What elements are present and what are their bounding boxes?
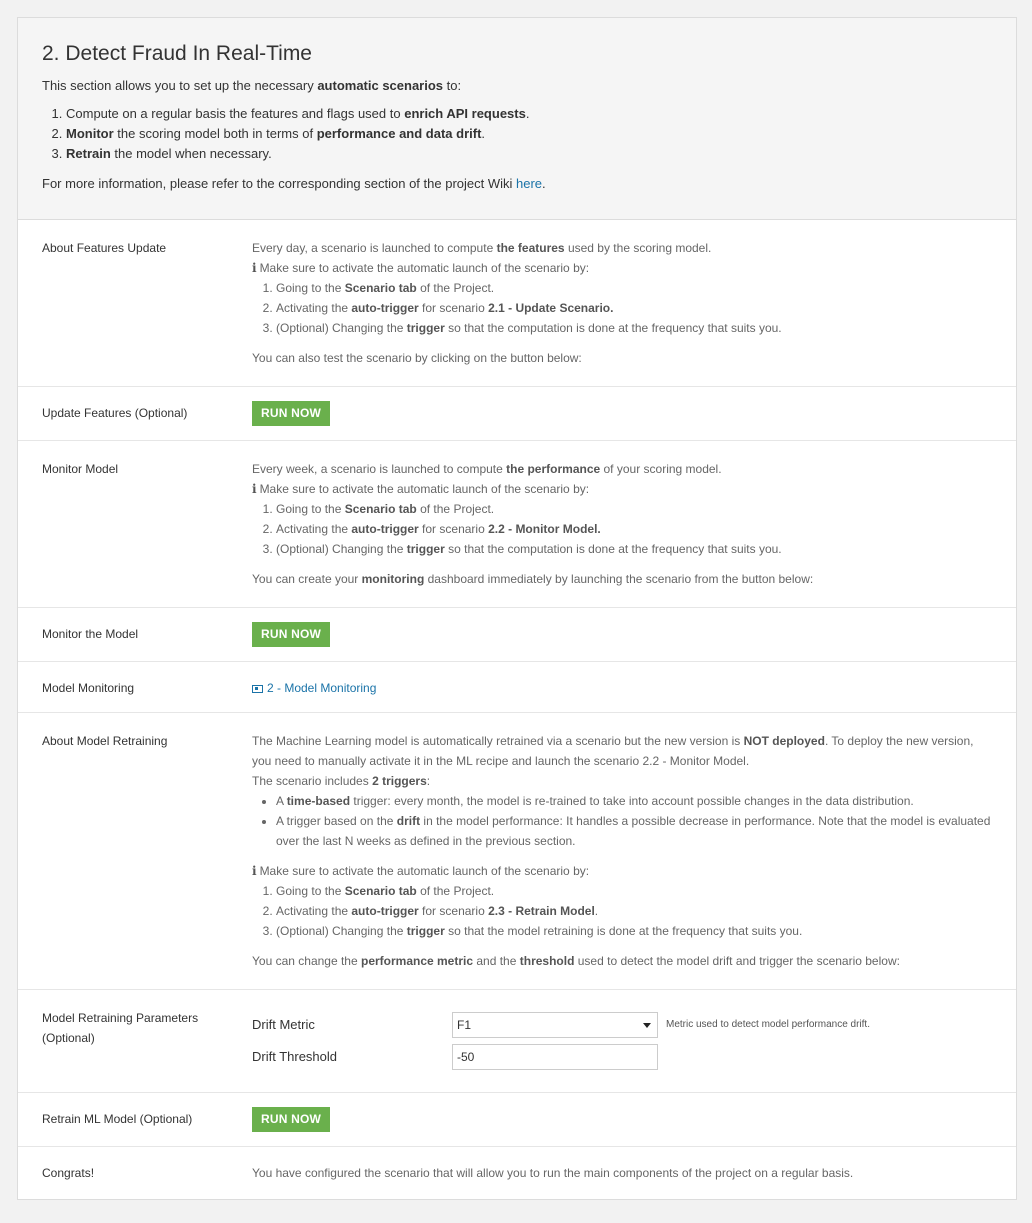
row-label: Monitor the Model bbox=[42, 627, 139, 641]
drift-threshold-input[interactable]: -50 bbox=[452, 1044, 658, 1070]
row-content: Every week, a scenario is launched to compute the performance of your scoring model. i Make sure to activate the automatic launch of the scenario by: 1. Going to the Scenario tab of the Project. 2. Activating the auto-trigger for scenario 2.2 - Monitor Model. 3. (Optional) Changing the trigger so that the computation is done at the frequency that suits you. You can create your monitoring dashboard immediately by launching the scenario from the button below: bbox=[252, 441, 1016, 607]
row-content: Every day, a scenario is launched to compute the features used by the scoring model. i Make sure to activate the automatic launch of the scenario by: 1. Going to the Scenario tab of the Project. 2. Activating the auto-trigger for scenario 2.1 - Update Scenario. 3. (Optional) Changing the trigger so that the computation is done at the frequency that suits you. You can also test the scenario by clicking on the button below: bbox=[252, 220, 1016, 386]
info-icon: i bbox=[252, 864, 257, 878]
row-about-features-update bbox=[18, 220, 1016, 387]
section-intro: This section allows you to set up the necessary automatic scenarios to: bbox=[42, 78, 462, 93]
list-item: 1. Compute on a regular basis the features and flags used to enrich API requests. bbox=[66, 104, 992, 124]
model-monitoring-dashboard-link[interactable]: 2 - Model Monitoring bbox=[252, 681, 376, 695]
form-card bbox=[17, 17, 1017, 1200]
row-content: The Machine Learning model is automatically retrained via a scenario but the new version is NOT deployed. To deploy the new version, you need to manually activate it in the ML recipe and launch the scenario 2.2 - Monitor Model. The scenario includes 2 triggers: • A time-based trigger: every month, the model is re-trained to take into account possible changes in the data distribution. • A trigger based on the drift in the model performance: It handles a possible decrease in performance. Note that the model is evaluated over the last N weeks as defined in the previous section. i Make sure to activate the automatic launch of the scenario by: 1. Going to the Scenario tab of the Project. 2. Activating the auto-trigger for scenario 2.3 - Retrain Model. 3. (Optional) Changing the trigger so that the model retraining is done at the frequency that suits you. You can change the performance metric and the threshold used to detect the model drift and trigger the scenario below: bbox=[252, 713, 1016, 989]
wiki-reference: For more information, please refer to the corresponding section of the project Wiki here. bbox=[42, 176, 546, 191]
info-icon: i bbox=[252, 482, 257, 496]
row-label: Retrain ML Model (Optional) bbox=[42, 1112, 193, 1126]
list-item: 3. (Optional) Changing the trigger so that the computation is done at the frequency that suits you. bbox=[276, 318, 992, 338]
row-model-monitoring bbox=[18, 662, 1016, 713]
row-label: Update Features (Optional) bbox=[42, 406, 188, 420]
section-header bbox=[18, 18, 1016, 220]
congrats-text: You have configured the scenario that will allow you to run the main components of the project on a regular basis. bbox=[252, 1166, 854, 1180]
list-item: 2. Activating the auto-trigger for scenario 2.2 - Monitor Model. bbox=[276, 519, 992, 539]
steps-list bbox=[252, 499, 992, 559]
list-item: • A trigger based on the drift in the model performance: It handles a possible decrease in performance. Note that the model is evaluated over the last N weeks as defined in the previous section. bbox=[276, 811, 992, 851]
page-title: 2. Detect Fraud In Real-Time bbox=[42, 42, 312, 65]
list-item: 2. Monitor the scoring model both in terms of performance and data drift. bbox=[66, 124, 992, 144]
list-item: 3. (Optional) Changing the trigger so that the model retraining is done at the frequency that suits you. bbox=[276, 921, 992, 941]
list-item: 1. Going to the Scenario tab of the Project. bbox=[276, 278, 992, 298]
wiki-link[interactable]: here bbox=[516, 176, 543, 191]
monitor-model-run-button[interactable]: RUN NOW bbox=[252, 622, 330, 647]
row-label: Monitor Model bbox=[42, 462, 119, 476]
row-about-model-retraining bbox=[18, 713, 1016, 990]
steps-list bbox=[252, 881, 992, 941]
row-label: Model Retraining Parameters (Optional) bbox=[42, 1011, 199, 1045]
row-label: About Model Retraining bbox=[42, 734, 168, 748]
row-update-features bbox=[18, 387, 1016, 441]
drift-metric-select[interactable]: F1 bbox=[452, 1012, 658, 1038]
row-congrats bbox=[18, 1147, 1016, 1199]
row-label: About Features Update bbox=[42, 241, 167, 255]
row-label: Congrats! bbox=[42, 1166, 95, 1180]
steps-list bbox=[252, 278, 992, 338]
retraining-params-form bbox=[252, 1012, 992, 1070]
drift-metric-label: Drift Metric bbox=[252, 1017, 315, 1032]
info-icon: i bbox=[252, 261, 257, 275]
list-item: 3. Retrain the model when necessary. bbox=[66, 144, 992, 164]
row-retrain-ml-model bbox=[18, 1093, 1016, 1147]
row-label: Model Monitoring bbox=[42, 681, 135, 695]
row-monitor-model bbox=[18, 441, 1016, 608]
row-monitor-the-model bbox=[18, 608, 1016, 662]
triggers-list bbox=[252, 791, 992, 851]
list-item: 1. Going to the Scenario tab of the Project. bbox=[276, 499, 992, 519]
row-model-retraining-parameters bbox=[18, 990, 1016, 1093]
drift-threshold-label: Drift Threshold bbox=[252, 1049, 338, 1064]
list-item: 2. Activating the auto-trigger for scenario 2.1 - Update Scenario. bbox=[276, 298, 992, 318]
list-item: • A time-based trigger: every month, the model is re-trained to take into account possible changes in the data distribution. bbox=[276, 791, 992, 811]
chevron-down-icon bbox=[643, 1023, 651, 1028]
section-goals-list bbox=[42, 104, 992, 164]
drift-metric-hint: Metric used to detect model performance drift. bbox=[666, 1019, 870, 1030]
retrain-model-run-button[interactable]: RUN NOW bbox=[252, 1107, 330, 1132]
dashboard-icon bbox=[252, 685, 263, 693]
list-item: 3. (Optional) Changing the trigger so that the computation is done at the frequency that suits you. bbox=[276, 539, 992, 559]
update-features-run-button[interactable]: RUN NOW bbox=[252, 401, 330, 426]
list-item: 2. Activating the auto-trigger for scenario 2.3 - Retrain Model. bbox=[276, 901, 992, 921]
list-item: 1. Going to the Scenario tab of the Project. bbox=[276, 881, 992, 901]
